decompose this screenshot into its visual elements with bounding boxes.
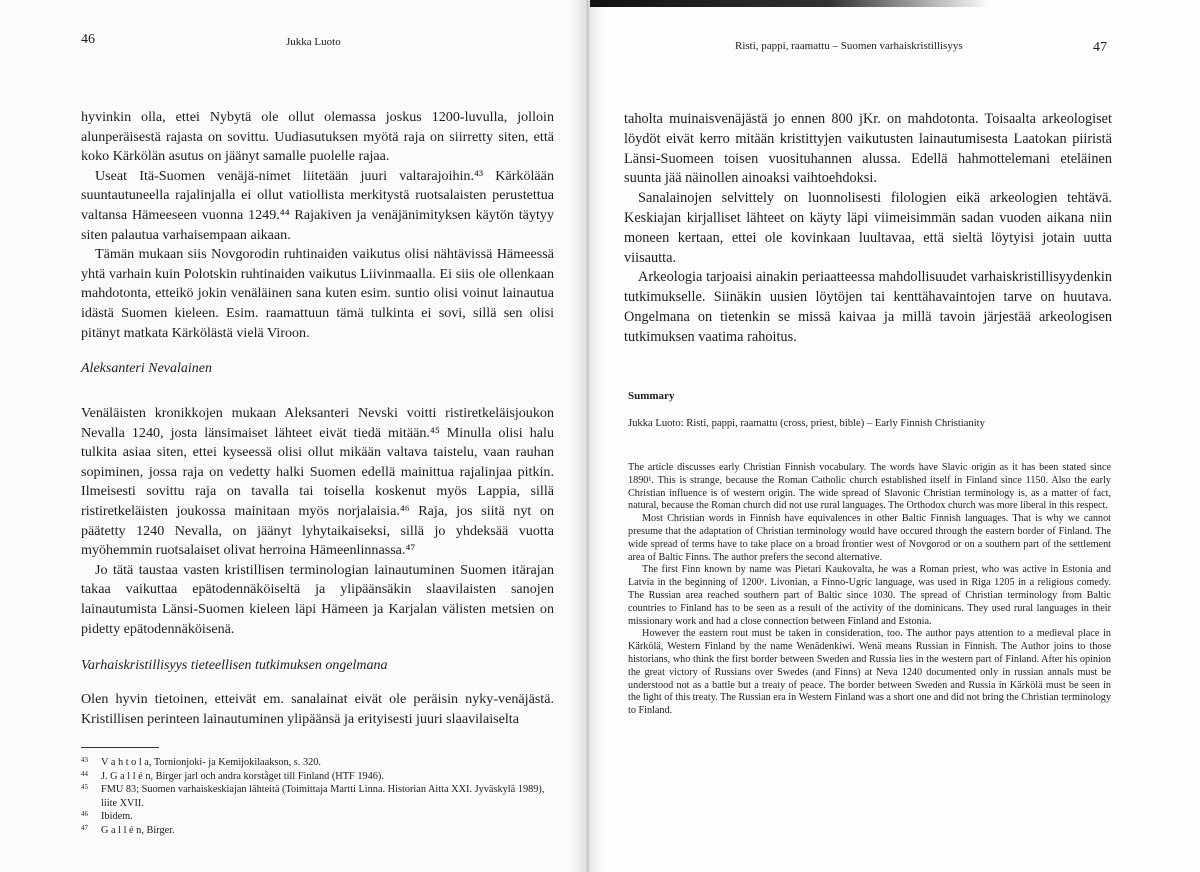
section-heading: Varhaiskristillisyys tieteellisen tutkimuksen ongelmana bbox=[81, 658, 388, 673]
summary-paragraph: The first Finn known by name was Pietari Kaukovalta, he was a Roman priest, who was active in Estonia and Latvia in the beginning of 1200ᵉ. Livonian, a Finno-Ugric language, was used in Riga 1205 in a religious comedy. The Russian area reached southern part of Baltic since 1030. The spread of Christian terminology from Baltic countries to Finland has to be seen as a result of the activity of the dominicans. They used rural languages in their missionary work and had a close connection between Finland and Estonia. bbox=[628, 564, 1111, 627]
right-page-number: 47 bbox=[1093, 40, 1107, 55]
paragraph: Venäläisten kronikkojen mukaan Aleksanteri Nevski voitti ristiretkeläisjoukon Nevalla 1240, josta länsimaiset lähteet eivät tiedä mitään.⁴⁵ Minulla olisi halu tulkita asiaa siten, ettei kyseessä olisi ollut mikään valtava taistelu, vaan rauhan sopiminen, jossa raja on vedetty halki Suomen edellä mainittua rajalinjaa pitkin. Ilmeisesti sovittu raja on tavalla tai toisella koskenut myös Lappia, sillä ristiretkeläisten joukossa mainitaan myös norjalaisia.⁴⁶ Raja, jos siitä nyt on päätetty 1240 Nevalla, on jäänyt lyhytaikaiseksi, sillä jo yhdeksää vuotta myöhemmin ruotsalaiset olivat herroina Hämeenlinnassa.⁴⁷ bbox=[81, 405, 554, 559]
left-page bbox=[0, 0, 588, 872]
paragraph: taholta muinaisvenäjästä jo ennen 800 jKr. on mahdotonta. Toisaalta arkeologiset löydöt eivät kerro mitään kristittyjen vaikutusten lainautumisesta Laatokan piiristä Länsi-Suomeen toisen vuosituhannen alussa. Edellä hahmottelemani eteläinen suunta jää näinollen ainoaksi vaihtoehdoksi. bbox=[624, 111, 1112, 187]
summary-paragraph: Most Christian words in Finnish have equivalences in other Baltic Finnish languages. That is why we cannot presume that the adaptation of Christian terminology would have occured through the eastern border of Finland. The wide spread of terms have to take place on a broad frontier west of Novgorod or on a southern part of the settlement area of Baltic Finns. The author prefers the second alternative. bbox=[628, 513, 1111, 563]
paragraph: Useat Itä-Suomen venäjä-nimet liitetään juuri valtarajoihin.⁴³ Kärkölään suuntautuneella rajalinjalla ei ollut vatiollista merkitystä ruotsalaisten perustettua valtansa Hämeeseen vuonna 1249.⁴⁴ Rajakiven ja venäjänimityksen käytön täytyy siten palautua varhaisempaan aikaan. bbox=[81, 167, 554, 243]
footnote-number: 47 bbox=[81, 823, 88, 832]
book-gutter bbox=[570, 0, 604, 872]
footnote-number: 43 bbox=[81, 756, 88, 764]
footnote-text: G a l l é n, Birger. bbox=[101, 824, 175, 836]
right-body bbox=[624, 110, 1112, 348]
footnote bbox=[81, 810, 556, 824]
footnote-rule bbox=[81, 747, 159, 748]
paragraph: Arkeologia tarjoaisi ainakin periaatteessa mahdollisuudet varhaiskristillisyydenkin tutkimukselle. Siinäkin uusien löytöjen tai kenttähavaintojen tarve on huutava. Ongelmana on tietenkin se missä kaivaa ja millä tavoin järjestää arkeologisen tutkimuksen vaatima rahoitus. bbox=[624, 269, 1112, 345]
footnote-text: Ibidem. bbox=[101, 811, 133, 823]
summary-paragraph: However the eastern rout must be taken in consideration, too. The author pays attention to a medieval place in Kärkölä, Western Finland by the name Wenädenkiwi. Wenä means Russian in Finnish. The Author joins to those historians, who think the first border between Sweden and Russia lies in the western part of Finland. After his opinion the great victory of Russians over Swedes (and Finns) at Neva 1240 documented only in russian annals must be understood not as a battle but a treaty of peace. The border between Sweden and Russia in Kärkölä must be seen in the light of this treaty. The Russian era in Western Finland was a short one and did not bring the Christian terminology to Finland. bbox=[628, 628, 1111, 717]
footnote-text: FMU 83; Suomen varhaiskeskiajan lähteitä (Toimittaja Martti Linna. Historian Aitta XXI. Jyväskylä 1989), liite XVII. bbox=[101, 784, 545, 809]
summary-title: Jukka Luoto: Risti, pappi, raamattu (cross, priest, bible) – Early Finnish Christianity bbox=[628, 418, 985, 429]
left-body-top bbox=[81, 108, 554, 343]
paragraph: Jo tätä taustaa vasten kristillisen terminologian lainautuminen Suomen itärajan takaa vaikuttaa epätodennäköiseltä ja ylipäänsäkin slaavilaisten sanojen lainautumista Länsi-Suomen kieleen läpi Hämeen ja Karjalan välisten metsien on pidetty epätodennäköisenä. bbox=[81, 561, 554, 637]
left-body-bottom bbox=[81, 690, 554, 729]
footnote-text: J. G a l l é n, Birger jarl och andra korståget till Finland (HTF 1946). bbox=[101, 770, 384, 782]
paragraph: hyvinkin olla, ettei Nybytä ole ollut olemassa joskus 1200-luvulla, jolloin alunperäisestä rajasta on sovittu. Uudiasutuksen myötä raja on siirretty siten, että koko Kärkölän asutus on jäänyt samalle puolelle rajaa. bbox=[81, 109, 554, 165]
summary-heading: Summary bbox=[628, 390, 675, 402]
paragraph: Olen hyvin tietoinen, etteivät em. sanalainat eivät ole peräisin nyky-venäjästä. Kristillisen perinteen lainautuminen ylipäänsä ja erityisesti juuri slaavilaiselta bbox=[81, 691, 554, 727]
left-page-number: 46 bbox=[81, 32, 95, 47]
footnote bbox=[81, 824, 556, 838]
left-body-mid bbox=[81, 404, 554, 639]
right-running-head: Risti, pappi, raamattu – Suomen varhaiskristillisyys bbox=[735, 40, 963, 52]
left-running-head: Jukka Luoto bbox=[286, 36, 341, 48]
paragraph: Tämän mukaan siis Novgorodin ruhtinaiden vaikutus olisi nähtävissä Hämeessä yhtä varhain kuin Polotskin ruhtinaiden vaikutus Liivinmaalla. Ei siis ole ollenkaan mahdotonta, etteikö jokin venäläinen sana kuten esim. suntio olisi voinut lainautua idästä Suomen kieleen. Esim. raamattuun tämä tulkinta ei sovi, sillä sen olisi pitänyt matkata Kärkölästä vielä Viroon. bbox=[81, 246, 554, 341]
section-heading: Aleksanteri Nevalainen bbox=[81, 361, 213, 376]
footnote-number: 45 bbox=[81, 783, 88, 792]
page-top-shadow bbox=[590, 0, 990, 7]
summary-paragraph: The article discusses early Christian Finnish vocabulary. The words have Slavic origin as it has been stated since 1890¹. This is strange, because the Roman Catholic church established itself in Finland since 1150. Also the early Christian influence is of western origin. The wide spread of Slavonic Christian terminology is, as a matter of fact, natural, because the Roman church did not use rural languages. The Orthodox church was more liberal in this respect. bbox=[628, 462, 1111, 512]
footnotes bbox=[81, 756, 556, 838]
footnote-number: 44 bbox=[81, 769, 88, 778]
footnote bbox=[81, 756, 556, 770]
summary-body bbox=[628, 462, 1111, 718]
paragraph: Sanalainojen selvittely on luonnolisesti filologien eikä arkeologien tehtävä. Keskiajan kirjalliset lähteet on käyty läpi viimeisimmän sadan vuoden aikana niin moneen kertaan, ettei ole kovinkaan luultavaa, että sieltä löytyisi jotain uutta viisautta. bbox=[624, 190, 1112, 266]
footnote bbox=[81, 783, 556, 810]
footnote-text: V a h t o l a, Tornionjoki- ja Kemijokilaakson, s. 320. bbox=[101, 757, 321, 768]
footnote-number: 46 bbox=[81, 810, 88, 819]
footnote bbox=[81, 770, 556, 784]
